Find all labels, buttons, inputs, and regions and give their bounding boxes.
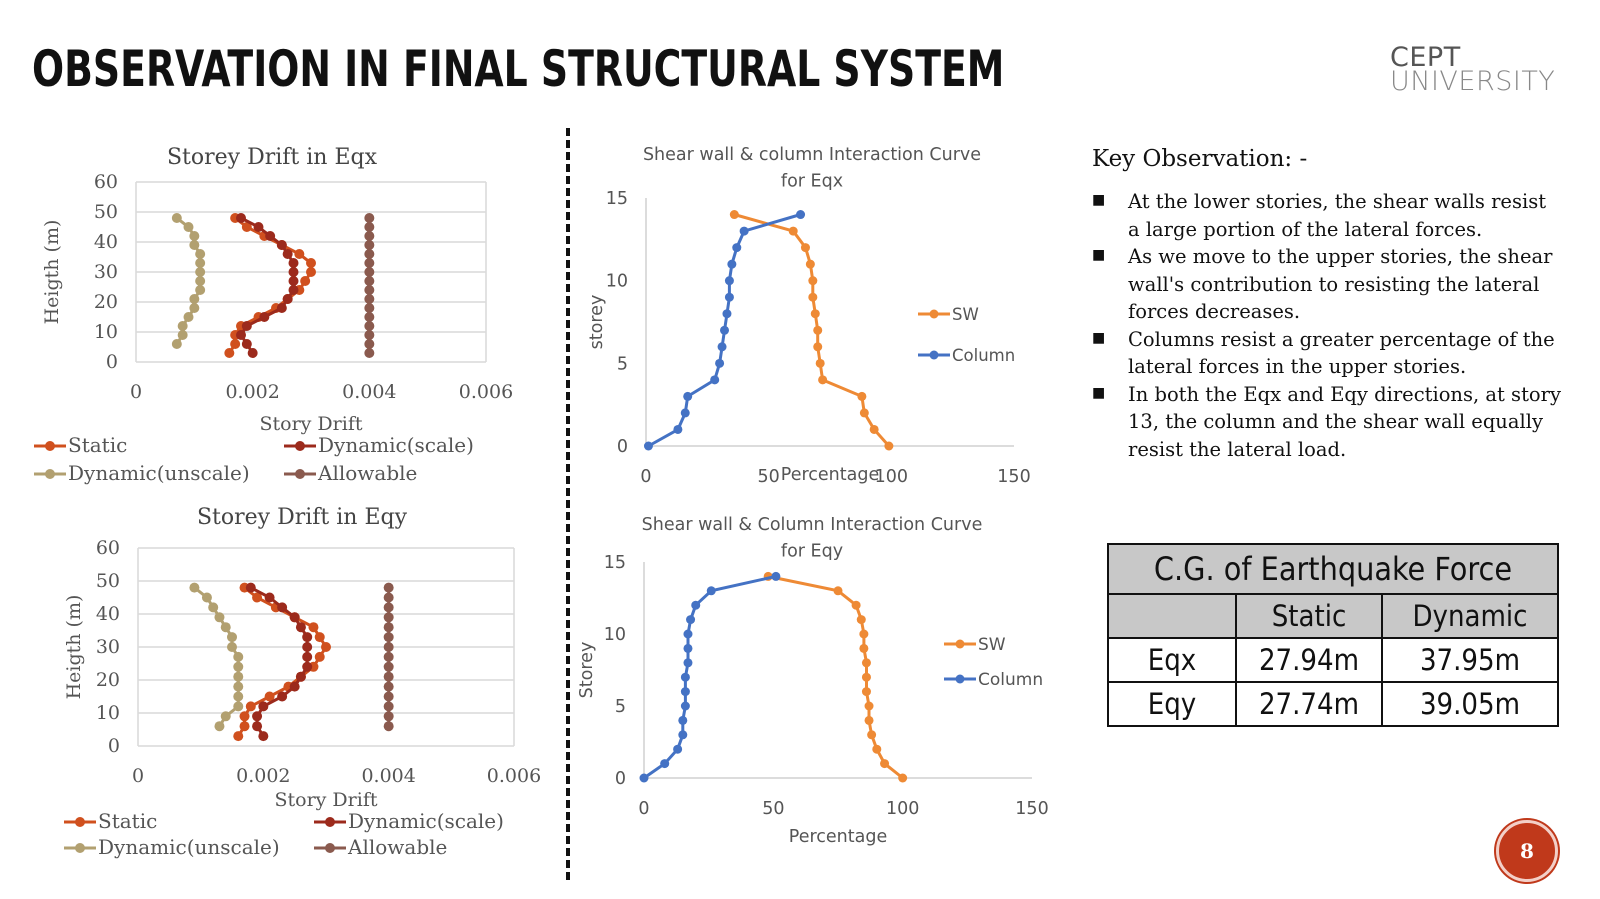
- data-point: [857, 392, 866, 401]
- y-tick-label: 0: [616, 437, 628, 457]
- data-point: [640, 774, 649, 783]
- data-point: [236, 213, 246, 223]
- page-number-badge: 8: [1496, 820, 1558, 882]
- data-point: [315, 652, 325, 662]
- y-tick-label: 10: [603, 625, 626, 645]
- data-point: [233, 701, 243, 711]
- data-point: [898, 774, 907, 783]
- data-point: [811, 309, 820, 318]
- data-point: [236, 330, 246, 340]
- legend-label: Column: [978, 670, 1044, 690]
- data-point: [189, 240, 199, 250]
- interaction-curve-eqy-chart: [577, 508, 1080, 868]
- data-point: [384, 672, 394, 682]
- logo-line-1: CEPT: [1390, 42, 1461, 73]
- series-line: [644, 576, 776, 778]
- legend-label: Allowable: [348, 835, 448, 859]
- data-point: [302, 642, 312, 652]
- logo-line-2: UNIVERSITY: [1390, 66, 1556, 97]
- data-point: [195, 249, 205, 259]
- bullet-icon: ■: [1092, 329, 1106, 346]
- data-point: [813, 342, 822, 351]
- data-point: [660, 759, 669, 768]
- chart-title-line: for Eqx: [780, 171, 844, 192]
- y-tick-label: 20: [93, 291, 118, 313]
- legend-label: Dynamic(scale): [348, 809, 504, 833]
- data-point: [384, 682, 394, 692]
- y-tick-label: 10: [605, 271, 628, 292]
- data-point: [184, 312, 194, 322]
- observation-text: In both the Eqx and Eqy directions, at story 13, the column and the shear wall equally resist the lateral load.: [1128, 382, 1561, 461]
- data-point: [364, 321, 374, 331]
- legend-swatch-marker: [295, 441, 305, 451]
- y-tick-label: 0: [107, 735, 120, 757]
- data-point: [265, 593, 275, 603]
- x-tick-label: 100: [885, 799, 920, 819]
- legend-label: Dynamic(scale): [318, 433, 474, 457]
- legend-swatch-marker: [75, 817, 85, 827]
- data-point: [240, 711, 250, 721]
- data-point: [289, 258, 299, 268]
- data-point: [227, 632, 237, 642]
- data-point: [294, 249, 304, 259]
- legend-swatch-marker: [45, 441, 55, 451]
- legend-label: SW: [978, 635, 1006, 655]
- data-point: [258, 701, 268, 711]
- x-tick-label: 100: [874, 467, 909, 487]
- observation-item: [1092, 243, 1562, 326]
- x-tick-label: 0: [638, 799, 650, 819]
- cg-earthquake-table: [1107, 543, 1559, 727]
- data-point: [230, 339, 240, 349]
- data-point: [364, 348, 374, 358]
- data-point: [801, 243, 810, 252]
- data-point: [364, 330, 374, 340]
- data-point: [715, 359, 724, 368]
- data-point: [859, 630, 868, 639]
- observation-item: [1092, 326, 1562, 381]
- x-tick-label: 0: [131, 765, 145, 787]
- y-tick-label: 0: [614, 769, 626, 789]
- x-tick-label: 0.002: [236, 765, 291, 787]
- table-row: [1108, 682, 1558, 726]
- data-point: [242, 339, 252, 349]
- data-point: [233, 731, 243, 741]
- data-point: [240, 721, 250, 731]
- data-point: [771, 572, 780, 581]
- data-point: [673, 425, 682, 434]
- data-point: [725, 276, 734, 285]
- data-point: [718, 342, 727, 351]
- x-tick-label: 0.004: [342, 381, 397, 403]
- data-point: [384, 652, 394, 662]
- data-point: [283, 249, 293, 259]
- observations-heading: Key Observation: -: [1092, 146, 1308, 172]
- data-point: [178, 330, 188, 340]
- data-point: [384, 692, 394, 702]
- data-point: [233, 672, 243, 682]
- data-point: [202, 593, 212, 603]
- data-point: [852, 601, 861, 610]
- y-axis-label: Heigth (m): [63, 594, 85, 700]
- observation-text: At the lower stories, the shear walls resist a large portion of the lateral forces.: [1128, 190, 1547, 241]
- y-axis-label: Heigth (m): [41, 219, 63, 325]
- legend-swatch-marker: [75, 843, 85, 853]
- data-point: [683, 630, 692, 639]
- data-point: [384, 721, 394, 731]
- table-cell: Eqx: [1108, 638, 1236, 682]
- data-point: [691, 601, 700, 610]
- data-point: [673, 745, 682, 754]
- data-point: [296, 622, 306, 632]
- data-point: [740, 227, 749, 236]
- legend-swatch-marker: [295, 469, 305, 479]
- data-point: [233, 692, 243, 702]
- data-point: [195, 276, 205, 286]
- data-point: [872, 745, 881, 754]
- data-point: [384, 602, 394, 612]
- data-point: [384, 711, 394, 721]
- data-point: [178, 321, 188, 331]
- data-point: [683, 658, 692, 667]
- legend-label: Allowable: [318, 461, 418, 485]
- data-point: [683, 644, 692, 653]
- data-point: [725, 293, 734, 302]
- data-point: [727, 260, 736, 269]
- data-point: [834, 586, 843, 595]
- page-title: OBSERVATION IN FINAL STRUCTURAL SYSTEM: [32, 40, 1005, 98]
- y-tick-label: 60: [93, 171, 118, 193]
- data-point: [195, 267, 205, 277]
- data-point: [248, 348, 258, 358]
- table-cell: 37.95m: [1382, 638, 1558, 682]
- data-point: [233, 662, 243, 672]
- y-tick-label: 0: [105, 351, 118, 373]
- data-point: [865, 716, 874, 725]
- data-point: [880, 759, 889, 768]
- data-point: [246, 701, 256, 711]
- observation-text: As we move to the upper stories, the shear wall's contribution to resisting the lateral forces decreases.: [1128, 245, 1553, 323]
- data-point: [227, 642, 237, 652]
- data-point: [189, 231, 199, 241]
- data-point: [678, 730, 687, 739]
- data-point: [730, 210, 739, 219]
- x-tick-label: 0: [129, 381, 143, 403]
- table-header-cell: [1108, 594, 1236, 638]
- data-point: [384, 701, 394, 711]
- y-tick-label: 10: [93, 321, 118, 343]
- data-point: [195, 285, 205, 295]
- data-point: [184, 222, 194, 232]
- data-point: [321, 642, 331, 652]
- bullet-icon: ■: [1092, 192, 1106, 208]
- data-point: [686, 615, 695, 624]
- data-point: [364, 240, 374, 250]
- data-point: [252, 721, 262, 731]
- data-point: [681, 687, 690, 696]
- data-point: [859, 644, 868, 653]
- table-row: [1108, 638, 1558, 682]
- table-cell: 27.74m: [1236, 682, 1382, 726]
- data-point: [862, 687, 871, 696]
- data-point: [290, 682, 300, 692]
- data-point: [862, 658, 871, 667]
- data-point: [302, 662, 312, 672]
- legend-label: Dynamic(unscale): [68, 461, 250, 485]
- x-axis-label: Percentage: [780, 465, 880, 485]
- data-point: [732, 243, 741, 252]
- y-tick-label: 5: [614, 697, 626, 717]
- data-point: [364, 258, 374, 268]
- data-point: [221, 622, 231, 632]
- data-point: [364, 312, 374, 322]
- observation-item: [1092, 188, 1562, 243]
- data-point: [681, 702, 690, 711]
- x-tick-label: 150: [1015, 799, 1049, 819]
- data-point: [813, 326, 822, 335]
- chart-title: Storey Drift in Eqx: [166, 145, 378, 170]
- legend-swatch-marker: [930, 351, 939, 360]
- data-point: [172, 213, 182, 223]
- data-point: [221, 711, 231, 721]
- data-point: [806, 260, 815, 269]
- data-point: [865, 702, 874, 711]
- data-point: [884, 442, 893, 451]
- interaction-curve-eqx-chart: [587, 138, 1070, 498]
- data-point: [707, 586, 716, 595]
- data-point: [214, 612, 224, 622]
- data-point: [678, 716, 687, 725]
- data-point: [857, 615, 866, 624]
- bullet-icon: ■: [1092, 384, 1106, 401]
- table-cell: 39.05m: [1382, 682, 1558, 726]
- data-point: [364, 267, 374, 277]
- table-cell: Eqy: [1108, 682, 1236, 726]
- series-line: [768, 576, 903, 778]
- data-point: [277, 692, 287, 702]
- y-tick-label: 20: [95, 669, 120, 691]
- data-point: [867, 730, 876, 739]
- data-point: [302, 632, 312, 642]
- data-point: [302, 652, 312, 662]
- data-point: [252, 711, 262, 721]
- chart-title-line: Shear wall & column Interaction Curve: [642, 145, 982, 165]
- data-point: [233, 682, 243, 692]
- y-tick-label: 15: [605, 189, 628, 209]
- y-axis-label: storey: [587, 294, 607, 350]
- data-point: [870, 425, 879, 434]
- data-point: [384, 662, 394, 672]
- data-point: [289, 276, 299, 286]
- table-header-cell: Dynamic: [1382, 594, 1558, 638]
- y-tick-label: 30: [95, 636, 120, 658]
- data-point: [364, 231, 374, 241]
- data-point: [258, 731, 268, 741]
- y-axis-label: Storey: [577, 641, 597, 699]
- y-tick-label: 40: [93, 231, 118, 253]
- x-tick-label: 0.006: [486, 765, 542, 787]
- legend-swatch-marker: [325, 843, 335, 853]
- data-point: [189, 294, 199, 304]
- data-point: [300, 276, 310, 286]
- data-point: [364, 249, 374, 259]
- data-point: [308, 622, 318, 632]
- data-point: [214, 721, 224, 731]
- data-point: [208, 602, 218, 612]
- legend-swatch-marker: [45, 469, 55, 479]
- data-point: [189, 583, 199, 593]
- x-tick-label: 50: [757, 467, 780, 487]
- bullet-icon: ■: [1092, 247, 1106, 263]
- data-point: [195, 258, 205, 268]
- data-point: [681, 408, 690, 417]
- legend-swatch-marker: [956, 640, 965, 649]
- data-point: [789, 227, 798, 236]
- y-tick-label: 50: [95, 570, 120, 592]
- data-point: [254, 222, 264, 232]
- data-point: [306, 267, 316, 277]
- x-tick-label: 0.004: [361, 765, 416, 787]
- chart-title-line: Shear wall & Column Interaction Curve: [641, 515, 983, 535]
- legend-label: Column: [952, 346, 1016, 365]
- data-point: [384, 632, 394, 642]
- data-point: [681, 673, 690, 682]
- data-point: [364, 285, 374, 295]
- data-point: [720, 326, 729, 335]
- legend-label: Static: [68, 433, 128, 457]
- y-tick-label: 15: [603, 553, 626, 573]
- data-point: [289, 285, 299, 295]
- data-point: [277, 303, 287, 313]
- legend-swatch-marker: [930, 310, 939, 319]
- data-point: [277, 240, 287, 250]
- data-point: [289, 267, 299, 277]
- data-point: [384, 612, 394, 622]
- x-tick-label: 50: [762, 799, 785, 819]
- data-point: [242, 321, 252, 331]
- key-observations: [1092, 146, 1562, 463]
- data-point: [860, 408, 869, 417]
- y-tick-label: 30: [93, 261, 118, 283]
- data-point: [259, 312, 269, 322]
- data-point: [265, 231, 275, 241]
- x-axis-label: Story Drift: [274, 789, 378, 811]
- y-tick-label: 5: [616, 354, 628, 375]
- data-point: [862, 673, 871, 682]
- data-point: [384, 593, 394, 603]
- data-point: [277, 602, 287, 612]
- data-point: [644, 442, 653, 451]
- data-point: [364, 276, 374, 286]
- data-point: [808, 276, 817, 285]
- data-point: [384, 583, 394, 593]
- data-point: [233, 652, 243, 662]
- data-point: [722, 309, 731, 318]
- x-tick-label: 0.006: [458, 381, 514, 403]
- data-point: [808, 293, 817, 302]
- observation-item: [1092, 381, 1562, 464]
- data-point: [364, 339, 374, 349]
- legend-label: Dynamic(unscale): [98, 835, 280, 859]
- data-point: [290, 612, 300, 622]
- legend-label: SW: [952, 305, 979, 324]
- y-tick-label: 40: [95, 603, 120, 625]
- data-point: [816, 359, 825, 368]
- table-title: C.G. of Earthquake Force: [1108, 544, 1558, 594]
- x-tick-label: 0: [640, 467, 652, 487]
- data-point: [246, 583, 256, 593]
- data-point: [710, 375, 719, 384]
- x-axis-label: Percentage: [788, 827, 888, 847]
- chart-title-line: for Eqy: [780, 541, 844, 562]
- observation-text: Columns resist a greater percentage of the lateral forces in the upper stories.: [1128, 327, 1555, 378]
- chart-title: [642, 515, 983, 562]
- legend-label: Static: [98, 809, 158, 833]
- x-tick-label: 150: [997, 467, 1031, 487]
- storey-drift-eqy-chart: [40, 500, 570, 870]
- data-point: [384, 642, 394, 652]
- chart-title: Storey Drift in Eqy: [196, 505, 408, 530]
- legend-swatch-marker: [956, 675, 965, 684]
- table-header-cell: Static: [1236, 594, 1382, 638]
- y-tick-label: 10: [95, 702, 120, 724]
- data-point: [364, 222, 374, 232]
- data-point: [683, 392, 692, 401]
- data-point: [189, 303, 199, 313]
- data-point: [224, 348, 234, 358]
- x-axis-label: Story Drift: [259, 413, 363, 435]
- data-point: [796, 210, 805, 219]
- y-tick-label: 60: [95, 537, 120, 559]
- data-point: [384, 622, 394, 632]
- cept-university-logo: [1390, 42, 1556, 102]
- legend-swatch-marker: [325, 817, 335, 827]
- data-point: [172, 339, 182, 349]
- data-point: [306, 258, 316, 268]
- storey-drift-eqx-chart: [30, 138, 550, 498]
- data-point: [315, 632, 325, 642]
- data-point: [818, 375, 827, 384]
- chart-title: [643, 145, 981, 192]
- data-point: [364, 294, 374, 304]
- x-tick-label: 0.002: [225, 381, 280, 403]
- y-tick-label: 50: [93, 201, 118, 223]
- table-cell: 27.94m: [1236, 638, 1382, 682]
- data-point: [296, 672, 306, 682]
- data-point: [364, 303, 374, 313]
- data-point: [283, 294, 293, 304]
- data-point: [364, 213, 374, 223]
